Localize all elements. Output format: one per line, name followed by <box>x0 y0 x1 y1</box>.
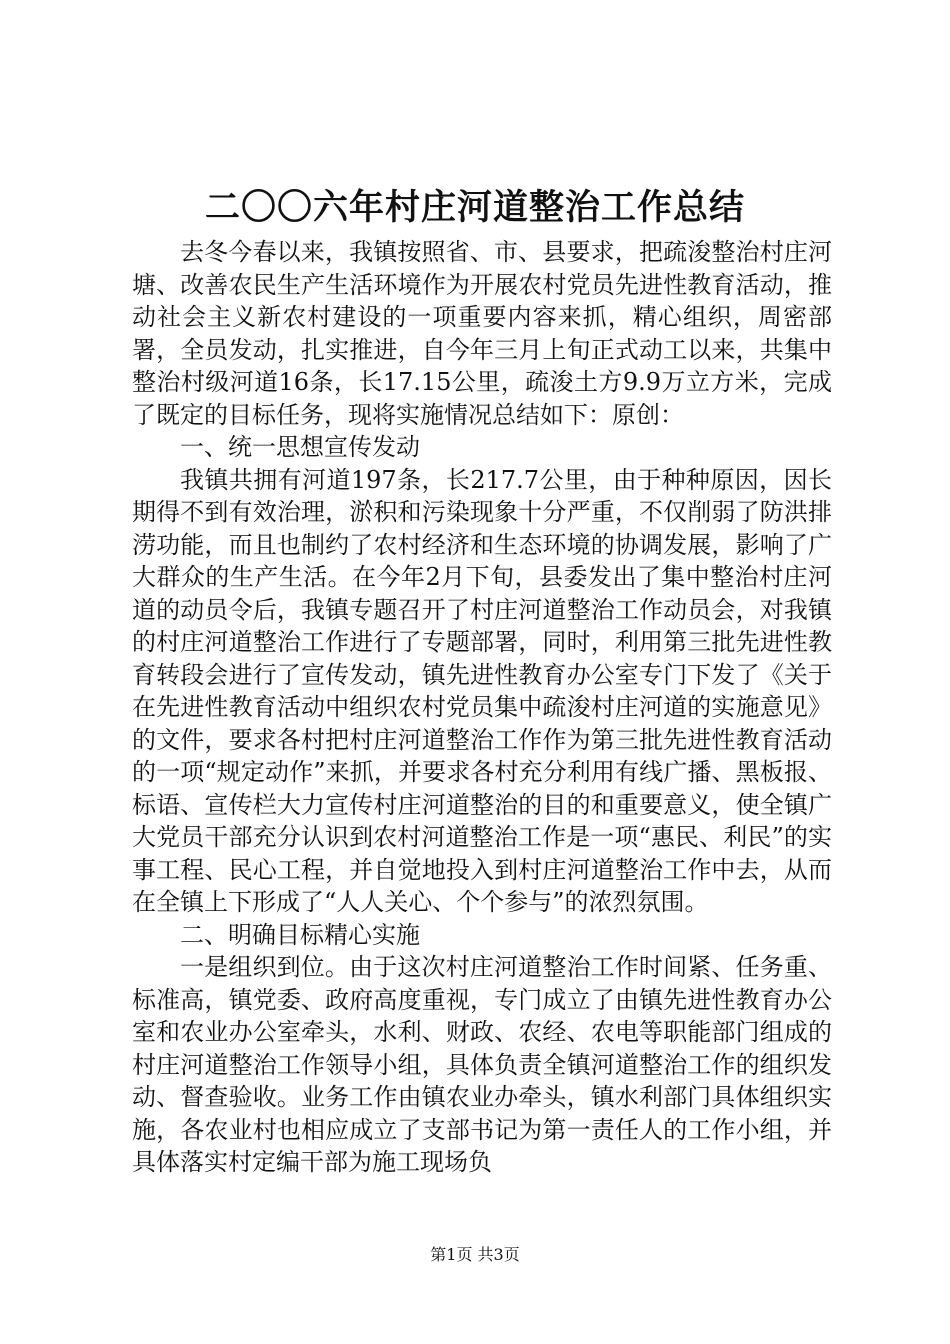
section-heading-1: 一、统一思想宣传发动 <box>180 433 420 461</box>
page-footer: 第1页 共3页 <box>430 1245 520 1264</box>
document-body <box>132 236 832 1179</box>
section-1-paragraph: 我镇共拥有河道197条，长217.7公里，由于种种原因，因长期得不到有效治理，淤积和污染现象十分严重，不仅削弱了防洪排涝功能，而且也制约了农村经济和生态环境的协调发展，影响了广大群众的生产生活。在今年2月下旬，县委发出了集中整治村庄河道的动员令后，我镇专题召开了村庄河道整治工作动员会，对我镇的村庄河道整治工作进行了专题部署，同时，利用第三批先进性教育转段会进行了宣传发动，镇先进性教育办公室专门下发了《关于在先进性教育活动中组织农村党员集中疏浚村庄河道的实施意见》的文件，要求各村把村庄河道整治工作作为第三批先进性教育活动的一项“规定动作”来抓，并要求各村充分利用有线广播、黑板报、标语、宣传栏大力宣传村庄河道整治的目的和重要意义，使全镇广大党员干部充分认识到农村河道整治工作是一项“惠民、利民”的实事工程、民心工程，并自觉地投入到村庄河道整治工作中去，从而在全镇上下形成了“人人关心、个个参与”的浓烈氛围。 <box>132 465 832 916</box>
intro-paragraph: 去冬今春以来，我镇按照省、市、县要求，把疏浚整治村庄河塘、改善农民生产生活环境作为开展农村党员先进性教育活动，推动社会主义新农村建设的一项重要内容来抓，精心组织，周密部署，全员发动，扎实推进，自今年三月上旬正式动工以来，共集中整治村级河道16条，长17.15公里，疏浚土方9.9万立方米，完成了既定的目标任务，现将实施情况总结如下：原创： <box>132 238 832 429</box>
section-heading-2: 二、明确目标精心实施 <box>180 920 420 949</box>
document-title: 二〇〇六年村庄河道整治工作总结 <box>204 187 745 228</box>
section-2-paragraph: 一是组织到位。由于这次村庄河道整治工作时间紧、任务重、标准高，镇党委、政府高度重视，专门成立了由镇先进性教育办公室和农业办公室牵头，水利、财政、农经、农电等职能部门组成的村庄河道整治工作领导小组，具体负责全镇河道整治工作的组织发动、督查验收。业务工作由镇农业办牵头，镇水利部门具体组织实施，各农业村也相应成立了支部书记为第一责任人的工作小组，并具体落实村定编干部为施工现场负 <box>132 953 832 1176</box>
